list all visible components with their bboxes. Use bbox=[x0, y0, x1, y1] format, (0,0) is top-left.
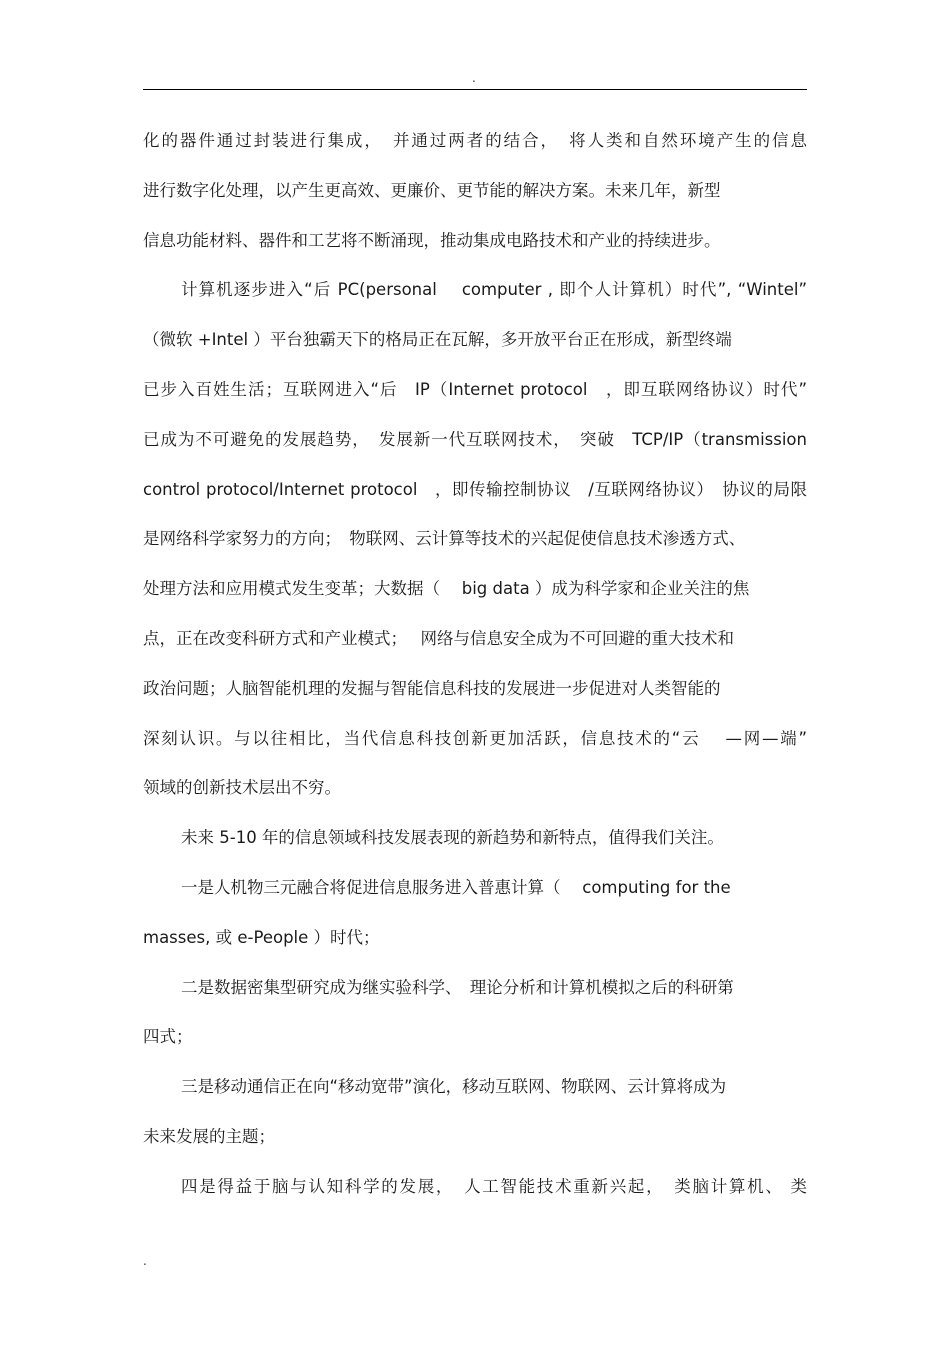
body-line: 领域的创新技术层出不穷。 bbox=[143, 778, 341, 798]
body-line: 已成为不可避免的发展趋势， 发展新一代互联网技术， 突破 TCP/IP（transmission bbox=[143, 429, 807, 449]
body-line: 是网络科学家努力的方向； 物联网、云计算等技术的兴起促使信息技术渗透方式、 bbox=[143, 529, 746, 549]
body-line: （微软 +Intel ）平台独霸天下的格局正在瓦解，多开放平台正在形成，新型终端 bbox=[143, 330, 732, 350]
body-line: 已步入百姓生活；互联网进入“后 IP（Internet protocol ，即互联网络协议）时代” bbox=[143, 379, 807, 399]
paragraph-first-line: 一是人机物三元融合将促进信息服务进入普惠计算（ computing for the bbox=[181, 877, 731, 897]
body-line: 处理方法和应用模式发生变革；大数据（ big data ）成为科学家和企业关注的焦 bbox=[143, 579, 750, 599]
body-line: 信息功能材料、器件和工艺将不断涌现，推动集成电路技术和产业的持续进步。 bbox=[143, 230, 721, 250]
body-line: masses, 或 e-People ）时代； bbox=[143, 927, 380, 947]
body-line: 四式； bbox=[143, 1027, 193, 1047]
document-body bbox=[143, 124, 807, 1220]
paragraph-first-line: 二是数据密集型研究成为继实验科学、 理论分析和计算机模拟之后的科研第 bbox=[181, 977, 734, 997]
body-line: 深刻认识。与以往相比，当代信息科技创新更加活跃，信息技术的“云 —网—端” bbox=[143, 728, 807, 748]
paragraph-first-line: 未来 5-10 年的信息领域科技发展表现的新趋势和新特点，值得我们关注。 bbox=[181, 828, 724, 848]
body-line: 进行数字化处理，以产生更高效、更廉价、更节能的解决方案。未来几年，新型 bbox=[143, 180, 721, 200]
header-mark: . bbox=[472, 71, 476, 85]
body-line: 未来发展的主题； bbox=[143, 1126, 275, 1146]
body-line: 点，正在改变科研方式和产业模式； 网络与信息安全成为不可回避的重大技术和 bbox=[143, 628, 734, 648]
body-line: control protocol/Internet protocol ，即传输控制协议 /互联网络协议） 协议的局限 bbox=[143, 479, 807, 499]
footer-mark: . bbox=[143, 1254, 147, 1268]
paragraph-first-line: 四是得益于脑与认知科学的发展， 人工智能技术重新兴起， 类脑计算机、 类 bbox=[181, 1176, 807, 1196]
body-line: 化的器件通过封装进行集成， 并通过两者的结合， 将人类和自然环境产生的信息 bbox=[143, 131, 807, 150]
paragraph-first-line: 计算机逐步进入“后 PC(personal computer , 即个人计算机）时代”, “Wintel” bbox=[181, 280, 807, 300]
paragraph-first-line: 三是移动通信正在向“移动宽带”演化，移动互联网、物联网、云计算将成为 bbox=[181, 1077, 727, 1097]
header-rule bbox=[143, 89, 807, 90]
body-line: 政治问题；人脑智能机理的发掘与智能信息科技的发展进一步促进对人类智能的 bbox=[143, 678, 721, 698]
